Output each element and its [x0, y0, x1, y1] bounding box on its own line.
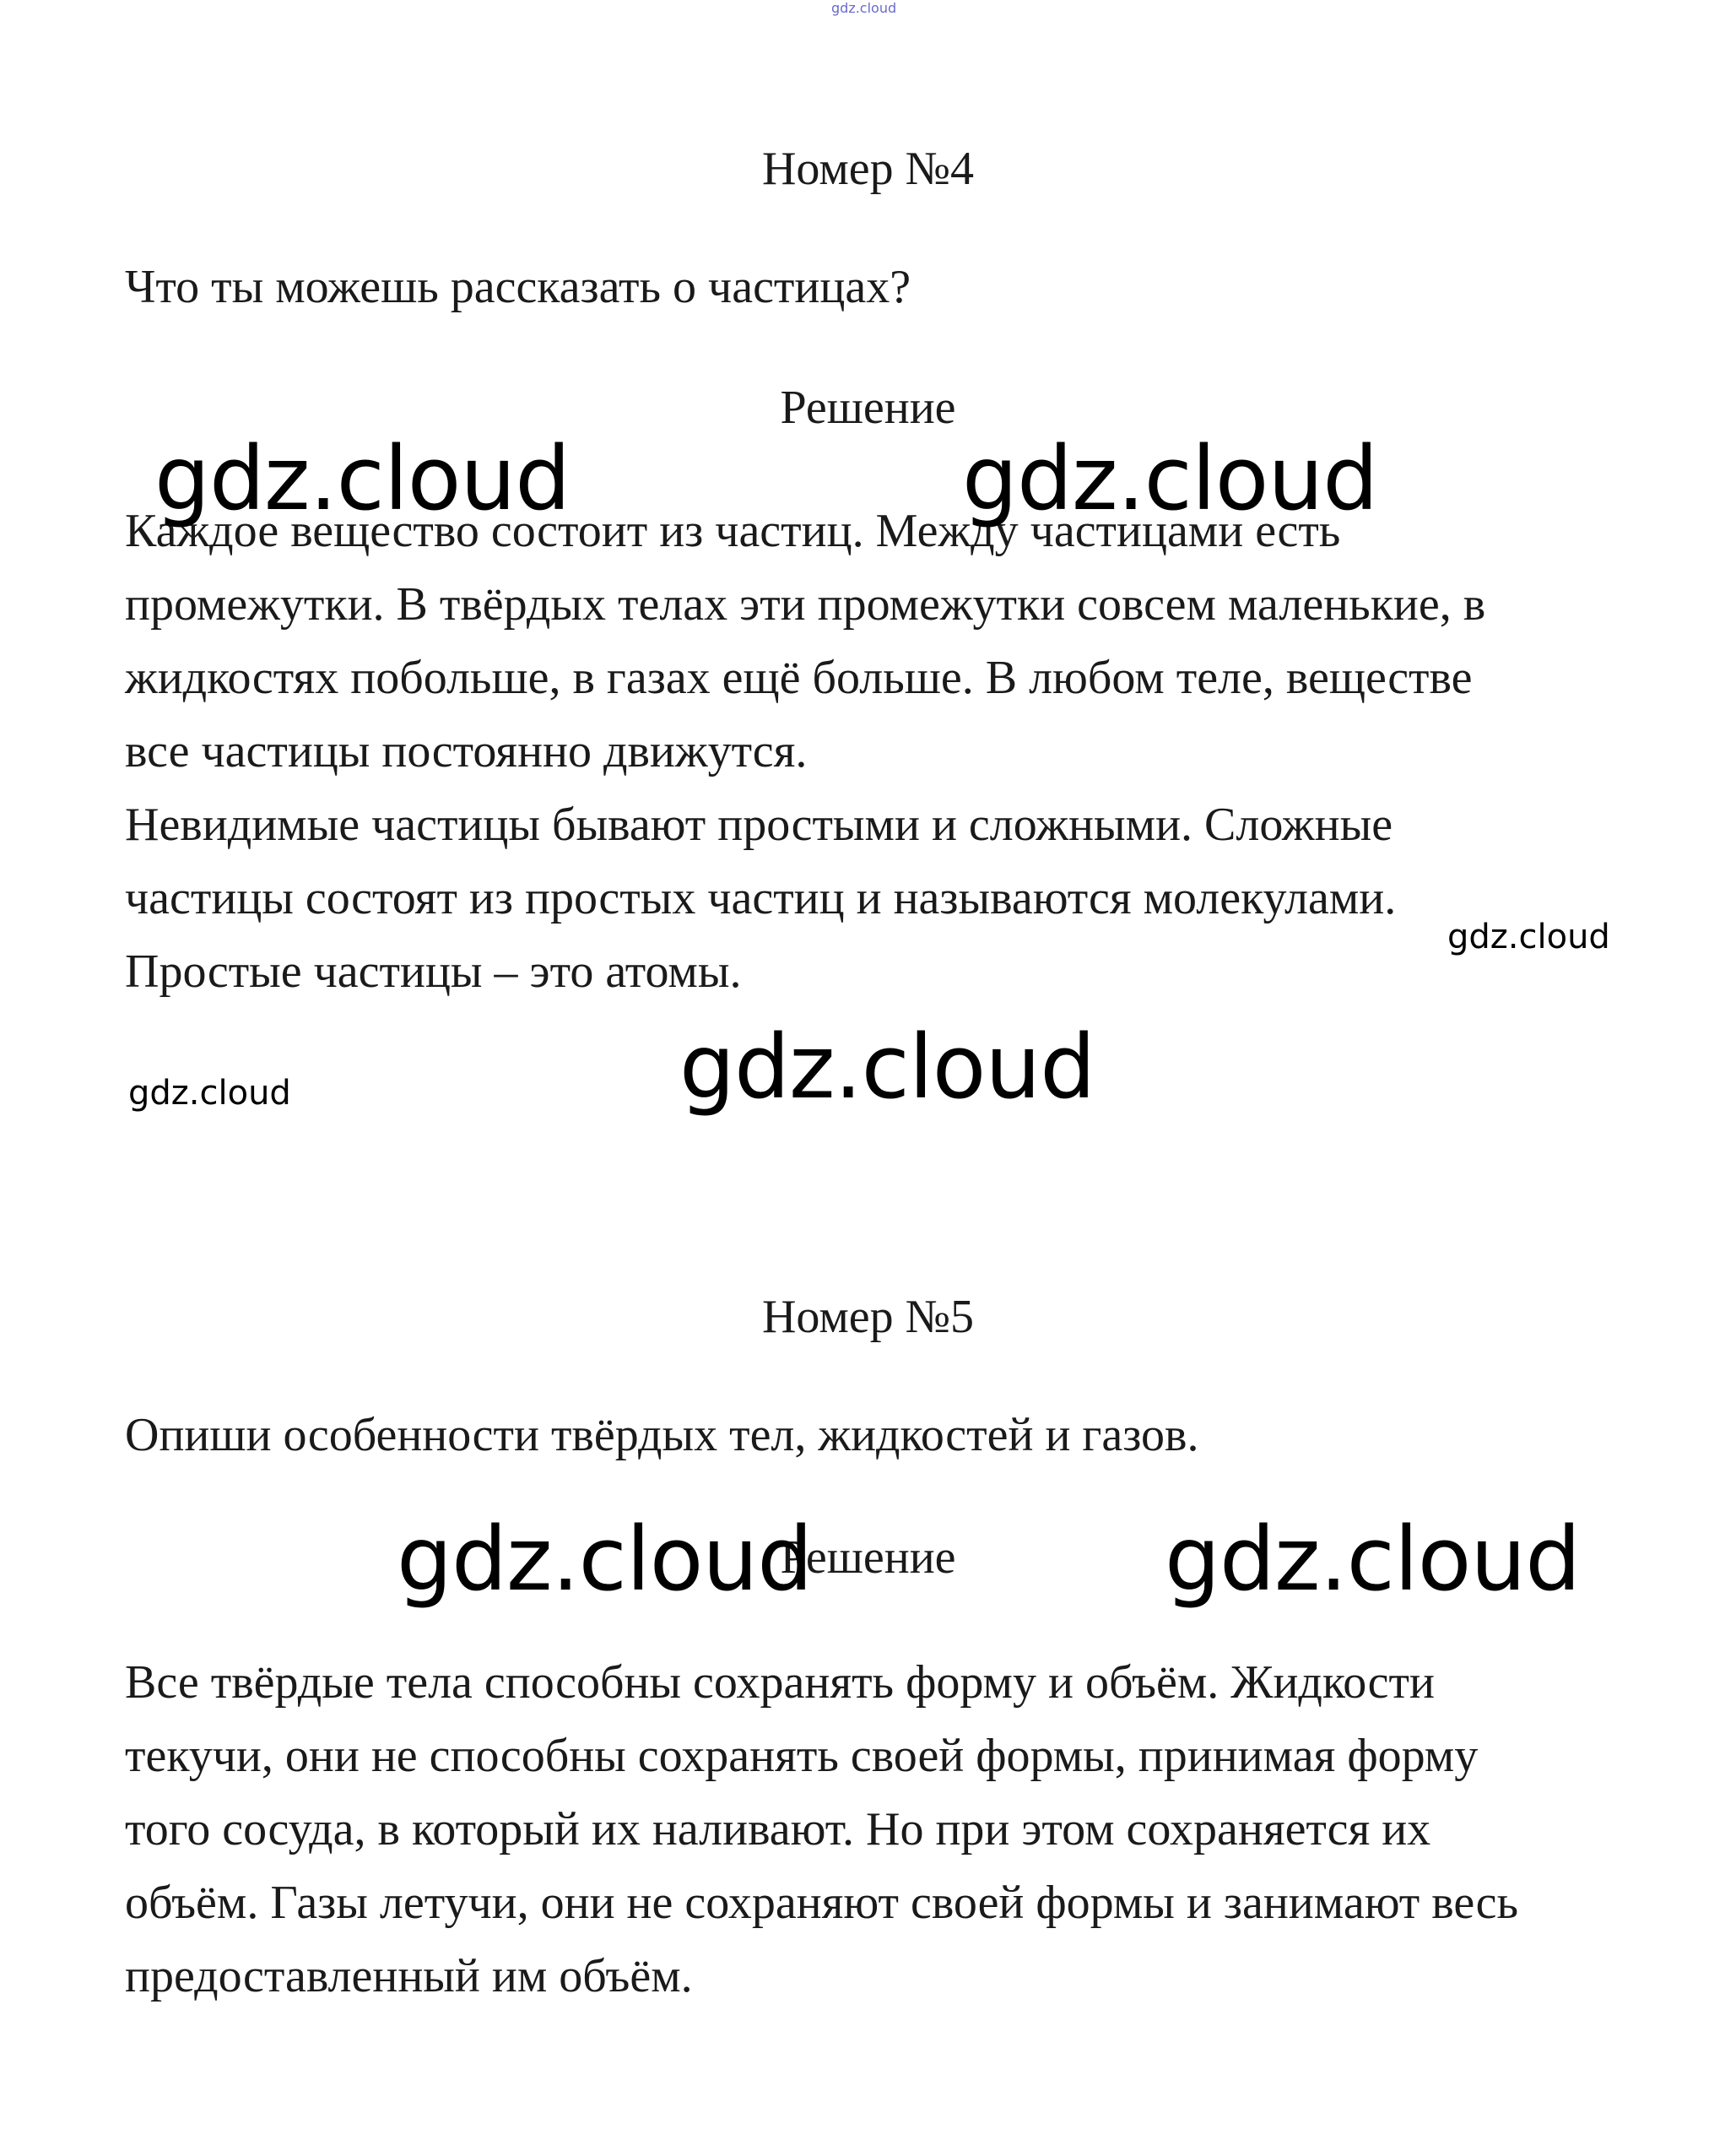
top-watermark: gdz.cloud: [831, 0, 897, 16]
answer-line: промежутки. В твёрдых телах эти промежутки совсем маленькие, в: [125, 578, 1486, 631]
task-5-solution-label: Решение: [780, 1531, 956, 1584]
task-4-heading: Номер №4: [761, 143, 975, 195]
answer-line: Каждое вещество состоит из частиц. Между частицами есть: [125, 505, 1341, 557]
answer-line: частицы состоят из простых частиц и называются молекулами.: [125, 872, 1397, 924]
watermark: gdz.cloud: [1165, 1508, 1581, 1611]
task-4-question: Что ты можешь рассказать о частицах?: [125, 261, 911, 313]
watermark: gdz.cloud: [128, 1074, 291, 1113]
watermark: gdz.cloud: [962, 427, 1378, 530]
task-4-solution-label: Решение: [780, 382, 956, 434]
task-5-heading: Номер №5: [761, 1291, 975, 1343]
answer-line: предоставленный им объём.: [125, 1950, 693, 2002]
answer-line: Простые частицы – это атомы.: [125, 945, 742, 998]
watermark: gdz.cloud: [679, 1016, 1095, 1119]
answer-line: все частицы постоянно движутся.: [125, 725, 808, 777]
watermark: gdz.cloud: [1447, 918, 1610, 956]
answer-line: того сосуда, в который их наливают. Но при этом сохраняется их: [125, 1803, 1431, 1855]
task-5-question: Опиши особенности твёрдых тел, жидкостей и газов.: [125, 1409, 1199, 1461]
answer-line: Невидимые частицы бывают простыми и сложными. Сложные: [125, 799, 1393, 851]
answer-line: объём. Газы летучи, они не сохраняют своей формы и занимают весь: [125, 1877, 1519, 1929]
task-5-answer: [125, 1646, 1644, 2013]
answer-line: Все твёрдые тела способны сохранять форму и объём. Жидкости: [125, 1656, 1435, 1709]
answer-line: текучи, они не способны сохранять своей формы, принимая форму: [125, 1730, 1479, 1782]
watermark: gdz.cloud: [397, 1508, 813, 1611]
watermark: gdz.cloud: [154, 427, 571, 530]
answer-line: жидкостях побольше, в газах ещё больше. В любом теле, веществе: [125, 652, 1473, 704]
task-4-answer: [125, 495, 1644, 1009]
